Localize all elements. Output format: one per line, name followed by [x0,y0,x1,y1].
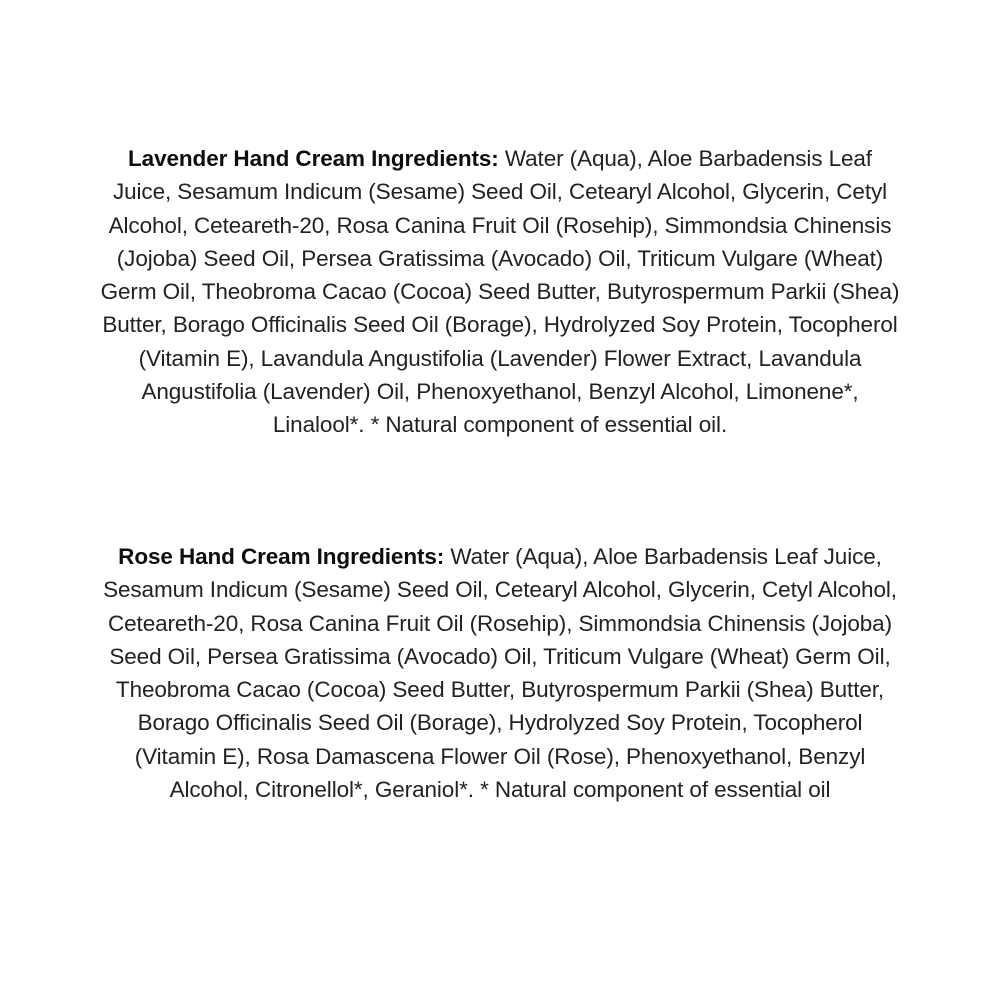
lavender-ingredients-paragraph [100,142,900,442]
rose-ingredients-heading: Rose Hand Cream Ingredients: [118,544,445,569]
lavender-ingredients-list: Water (Aqua), Aloe Barbadensis Leaf Juice, Sesamum Indicum (Sesame) Seed Oil, Cetearyl Alcohol, Glycerin, Cetyl Alcohol, Ceteareth-20, Rosa Canina Fruit Oil (Rosehip), Simmondsia Chinensis (Jojoba) Seed Oil, Persea Gratissima (Avocado) Oil, Triticum Vulgare (Wheat) Germ Oil, Theobroma Cacao (Cocoa) Seed Butter, Butyrospermum Parkii (Shea) Butter, Borago Officinalis Seed Oil (Borage), Hydrolyzed Soy Protein, Tocopherol (Vitamin E), Lavandula Angustifolia (Lavender) Flower Extract, Lavandula Angustifolia (Lavender) Oil, Phenoxyethanol, Benzyl Alcohol, Limonene*, Linalool*. * Natural component of essential oil. [100,146,900,438]
rose-ingredients-list: Water (Aqua), Aloe Barbadensis Leaf Juice, Sesamum Indicum (Sesame) Seed Oil, Cetearyl Alcohol, Glycerin, Cetyl Alcohol, Ceteareth-20, Rosa Canina Fruit Oil (Rosehip), Simmondsia Chinensis (Jojoba) Seed Oil, Persea Gratissima (Avocado) Oil, Triticum Vulgare (Wheat) Germ Oil, Theobroma Cacao (Cocoa) Seed Butter, Butyrospermum Parkii (Shea) Butter, Borago Officinalis Seed Oil (Borage), Hydrolyzed Soy Protein, Tocopherol (Vitamin E), Rosa Damascena Flower Oil (Rose), Phenoxyethanol, Benzyl Alcohol, Citronellol*, Geraniol*. * Natural component of essential oil [103,544,897,803]
lavender-ingredients-heading: Lavender Hand Cream Ingredients: [128,146,499,171]
rose-ingredients-paragraph [100,540,900,806]
